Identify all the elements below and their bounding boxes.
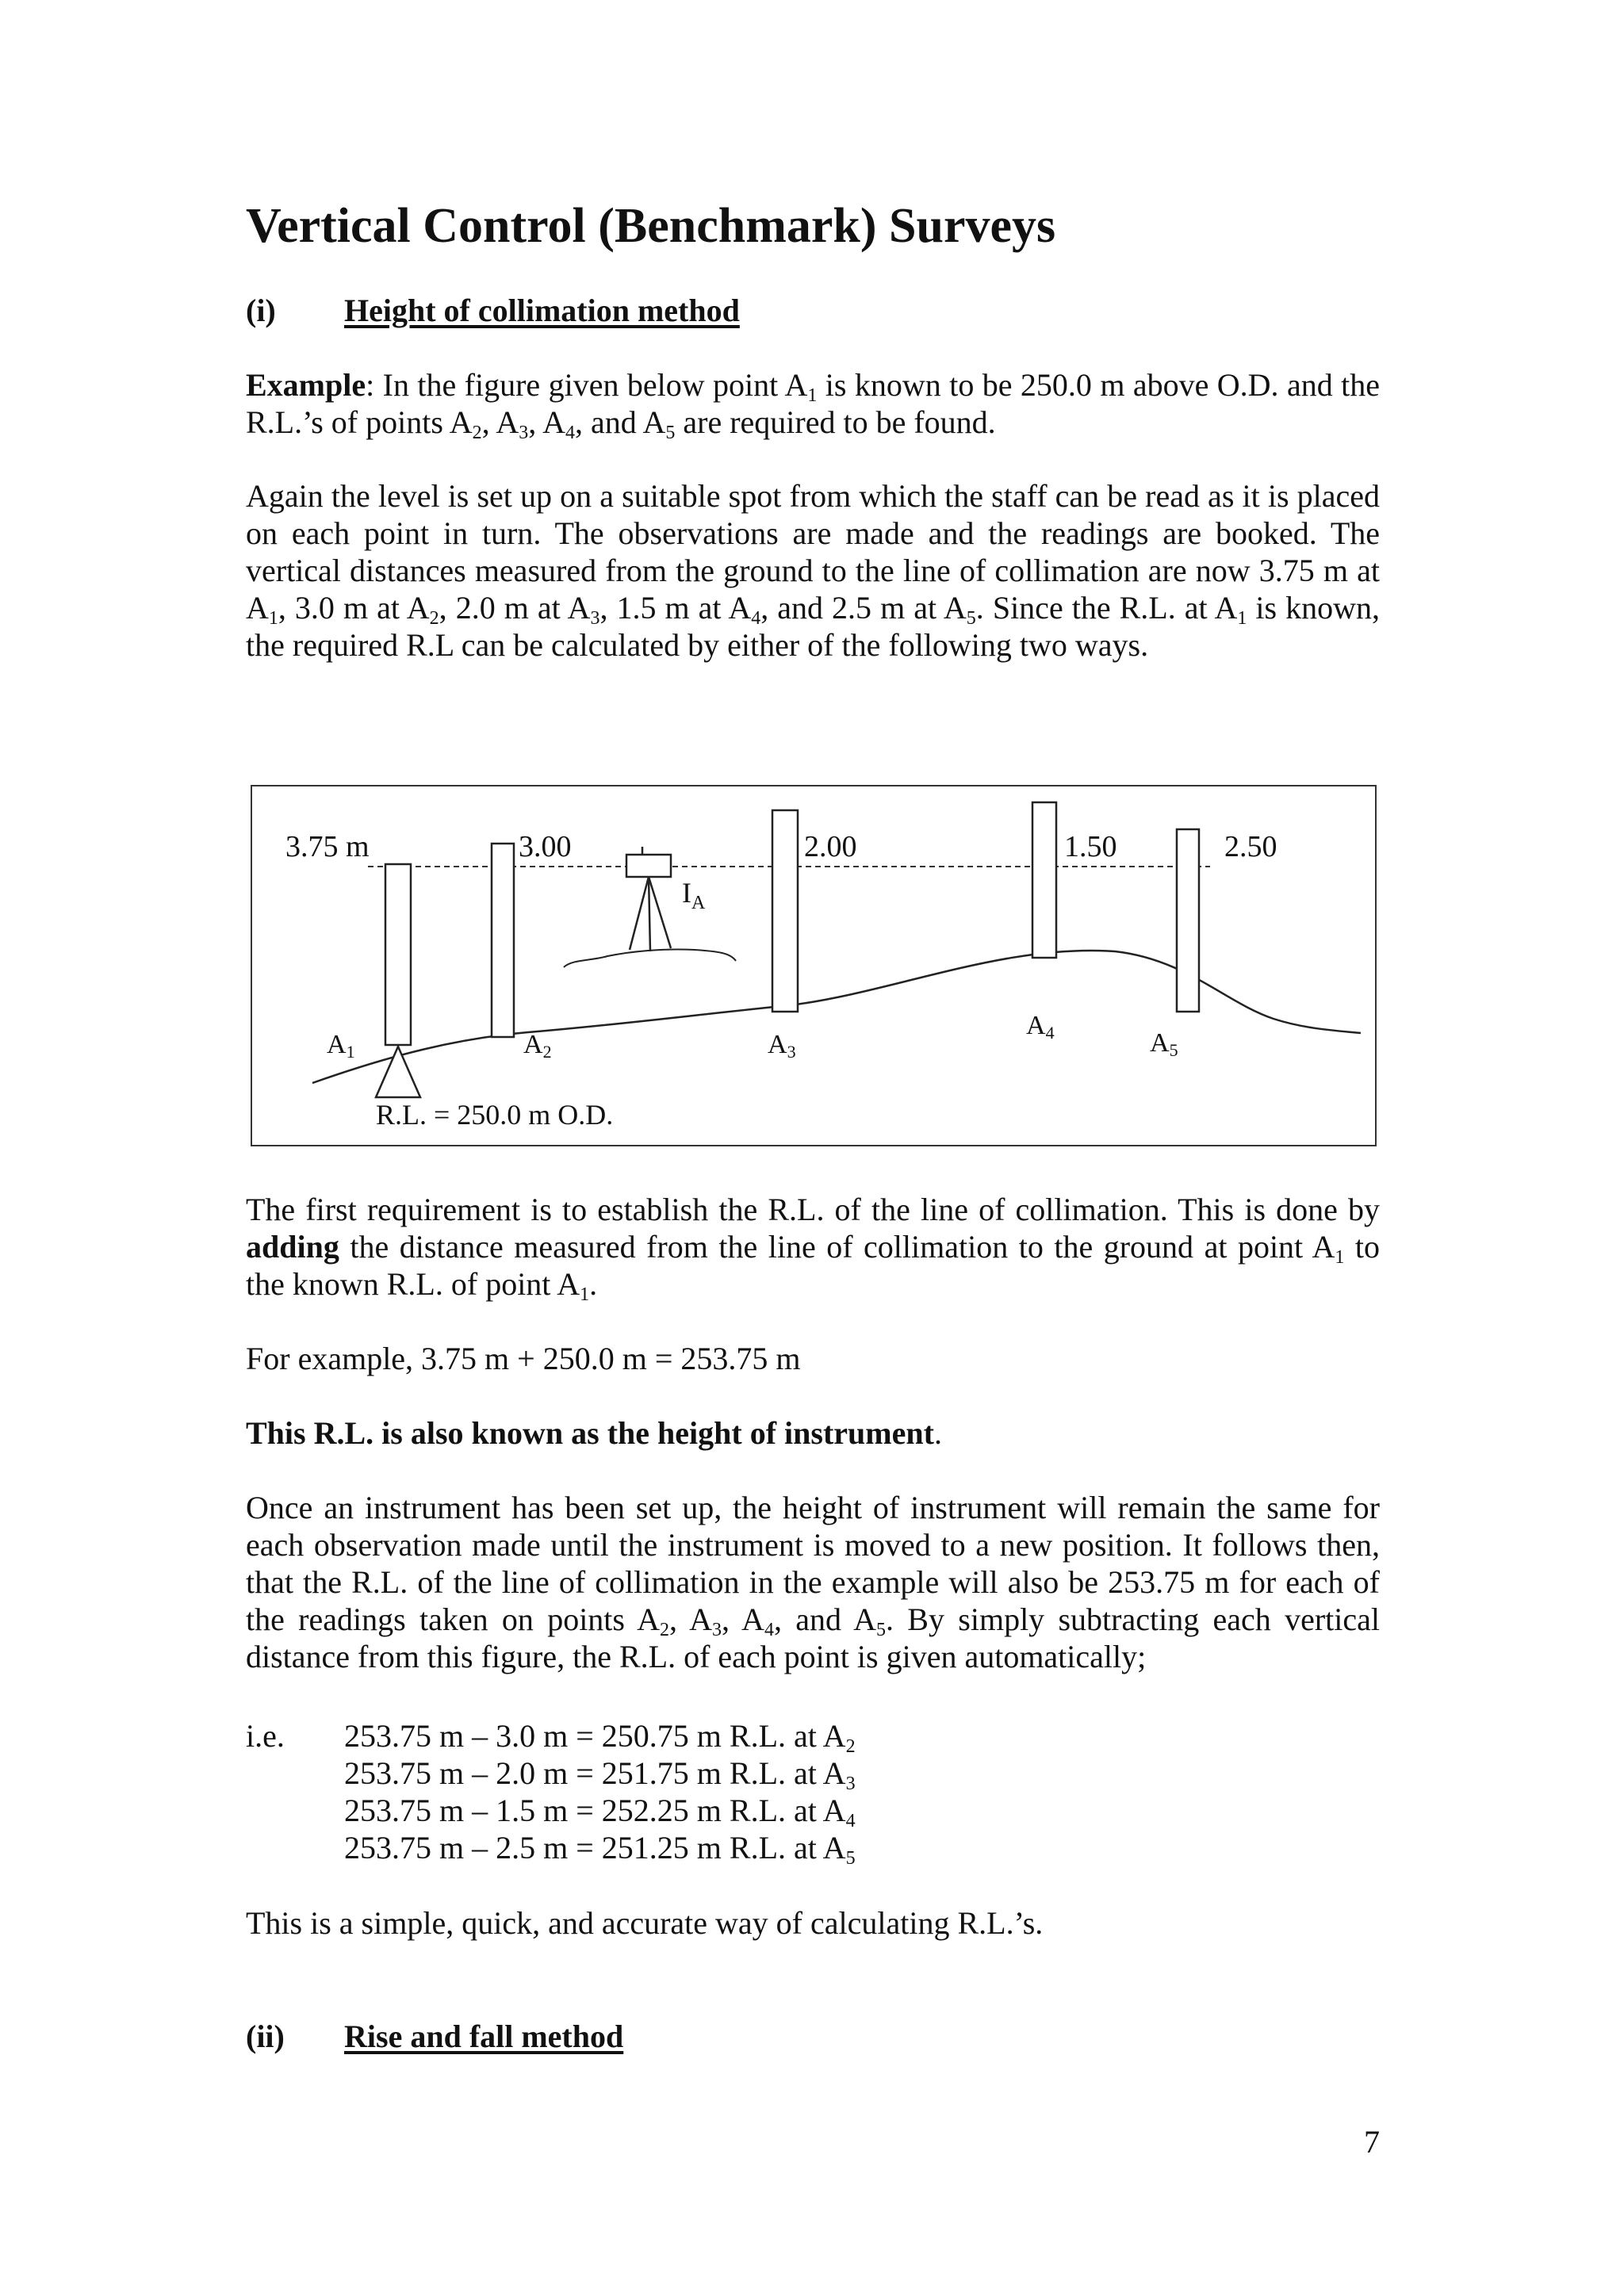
for-example-line: For example, 3.75 m + 250.0 m = 253.75 m (246, 1341, 801, 1376)
staff-a4 (1032, 802, 1056, 958)
staff-a2 (492, 844, 514, 1037)
reading-a5: 2.50 (1224, 830, 1277, 863)
level-telescope (626, 855, 671, 877)
level-setup-paragraph: Again the level is set up on a suitable spot from which the staff can be read as it is placed on each point in turn. The observations are made and the readings are booked. The vertical distances measured from the ground to the line of collimation are now 3.75 m at $A_1$, 3.0 m at $A_2$, 2.0 m at $A_3$, 1.5 m at $A_4$, and 2.5 m at $A_5$. Since the R.L. at $A_1$ is known, the required R.L can be calculated by either of the following two ways. (246, 478, 1380, 663)
page-title: Vertical Control (Benchmark) Surveys (246, 199, 1056, 253)
staff-a1 (385, 864, 411, 1045)
height-of-instrument-note: This R.L. is also known as the height of instrument. (246, 1415, 942, 1451)
example-label: Example (246, 367, 366, 403)
reading-a4: 1.50 (1064, 830, 1117, 863)
point-label-a5: A5 (1150, 1028, 1178, 1060)
example-paragraph: Example: In the figure given below point $A_1$ is known to be 250.0 m above O.D. and the R.L.’s of points $A_2$, $A_3$, $A_4$, and $A_5$ are required to be found. (246, 367, 1381, 444)
simple-method-note: This is a simple, quick, and accurate way of calculating R.L.’s. (246, 1905, 1044, 1941)
section-number: (ii) (246, 2019, 285, 2054)
levelling-figure (251, 785, 1377, 1146)
calculation-row: 253.75 m – 3.0 m = 250.75 m R.L. at $A_2$ (344, 1718, 856, 1758)
reading-a2: 3.00 (519, 830, 572, 863)
point-label-a4: A4 (1026, 1011, 1055, 1043)
point-label-a1: A1 (327, 1030, 355, 1062)
point-label-a2: A2 (523, 1030, 552, 1062)
first-requirement-paragraph: The first requirement is to establish the R.L. of the line of collimation. This is done by adding the distance measured from the line of collimation to the ground at point $A_1$ to the known R.L. of point $A_1$. (246, 1192, 1380, 1306)
page-number: 7 (1364, 2124, 1380, 2160)
calculation-row: 253.75 m – 2.5 m = 251.25 m R.L. at $A_5$ (344, 1830, 856, 1869)
section-heading-height-of-collimation (246, 292, 740, 330)
benchmark-label: R.L. = 250.0 m O.D. (376, 1099, 614, 1131)
reading-a3: 2.00 (804, 830, 857, 863)
instrument-label: $I_A$ (682, 877, 706, 913)
section-title: Height of collimation method (344, 293, 740, 328)
section-number: (i) (246, 293, 276, 328)
staff-a3 (772, 810, 798, 1012)
calculation-row: 253.75 m – 1.5 m = 252.25 m R.L. at $A_4$ (344, 1793, 856, 1832)
reading-a1: 3.75 m (285, 830, 370, 863)
once-set-up-paragraph: Once an instrument has been set up, the height of instrument will remain the same for each observation made until the instrument is moved to a new position. It follows then, that the R.L. of the line of collimation in the example will also be 253.75 m for each of the readings taken on points $A_2$, $A_3$, $A_4$, and $A_5$. By simply subtracting each vertical distance from this figure, the R.L. of each point is given automatically; (246, 1490, 1381, 1674)
point-label-a3: A3 (768, 1030, 796, 1062)
section-title: Rise and fall method (344, 2019, 624, 2054)
section-heading-rise-and-fall (246, 2018, 623, 2056)
staff-a5 (1177, 829, 1199, 1012)
calculation-row: 253.75 m – 2.0 m = 251.75 m R.L. at $A_3$ (344, 1755, 856, 1795)
levelling-diagram (251, 785, 1377, 1146)
calculation-label: i.e. (246, 1718, 285, 1754)
